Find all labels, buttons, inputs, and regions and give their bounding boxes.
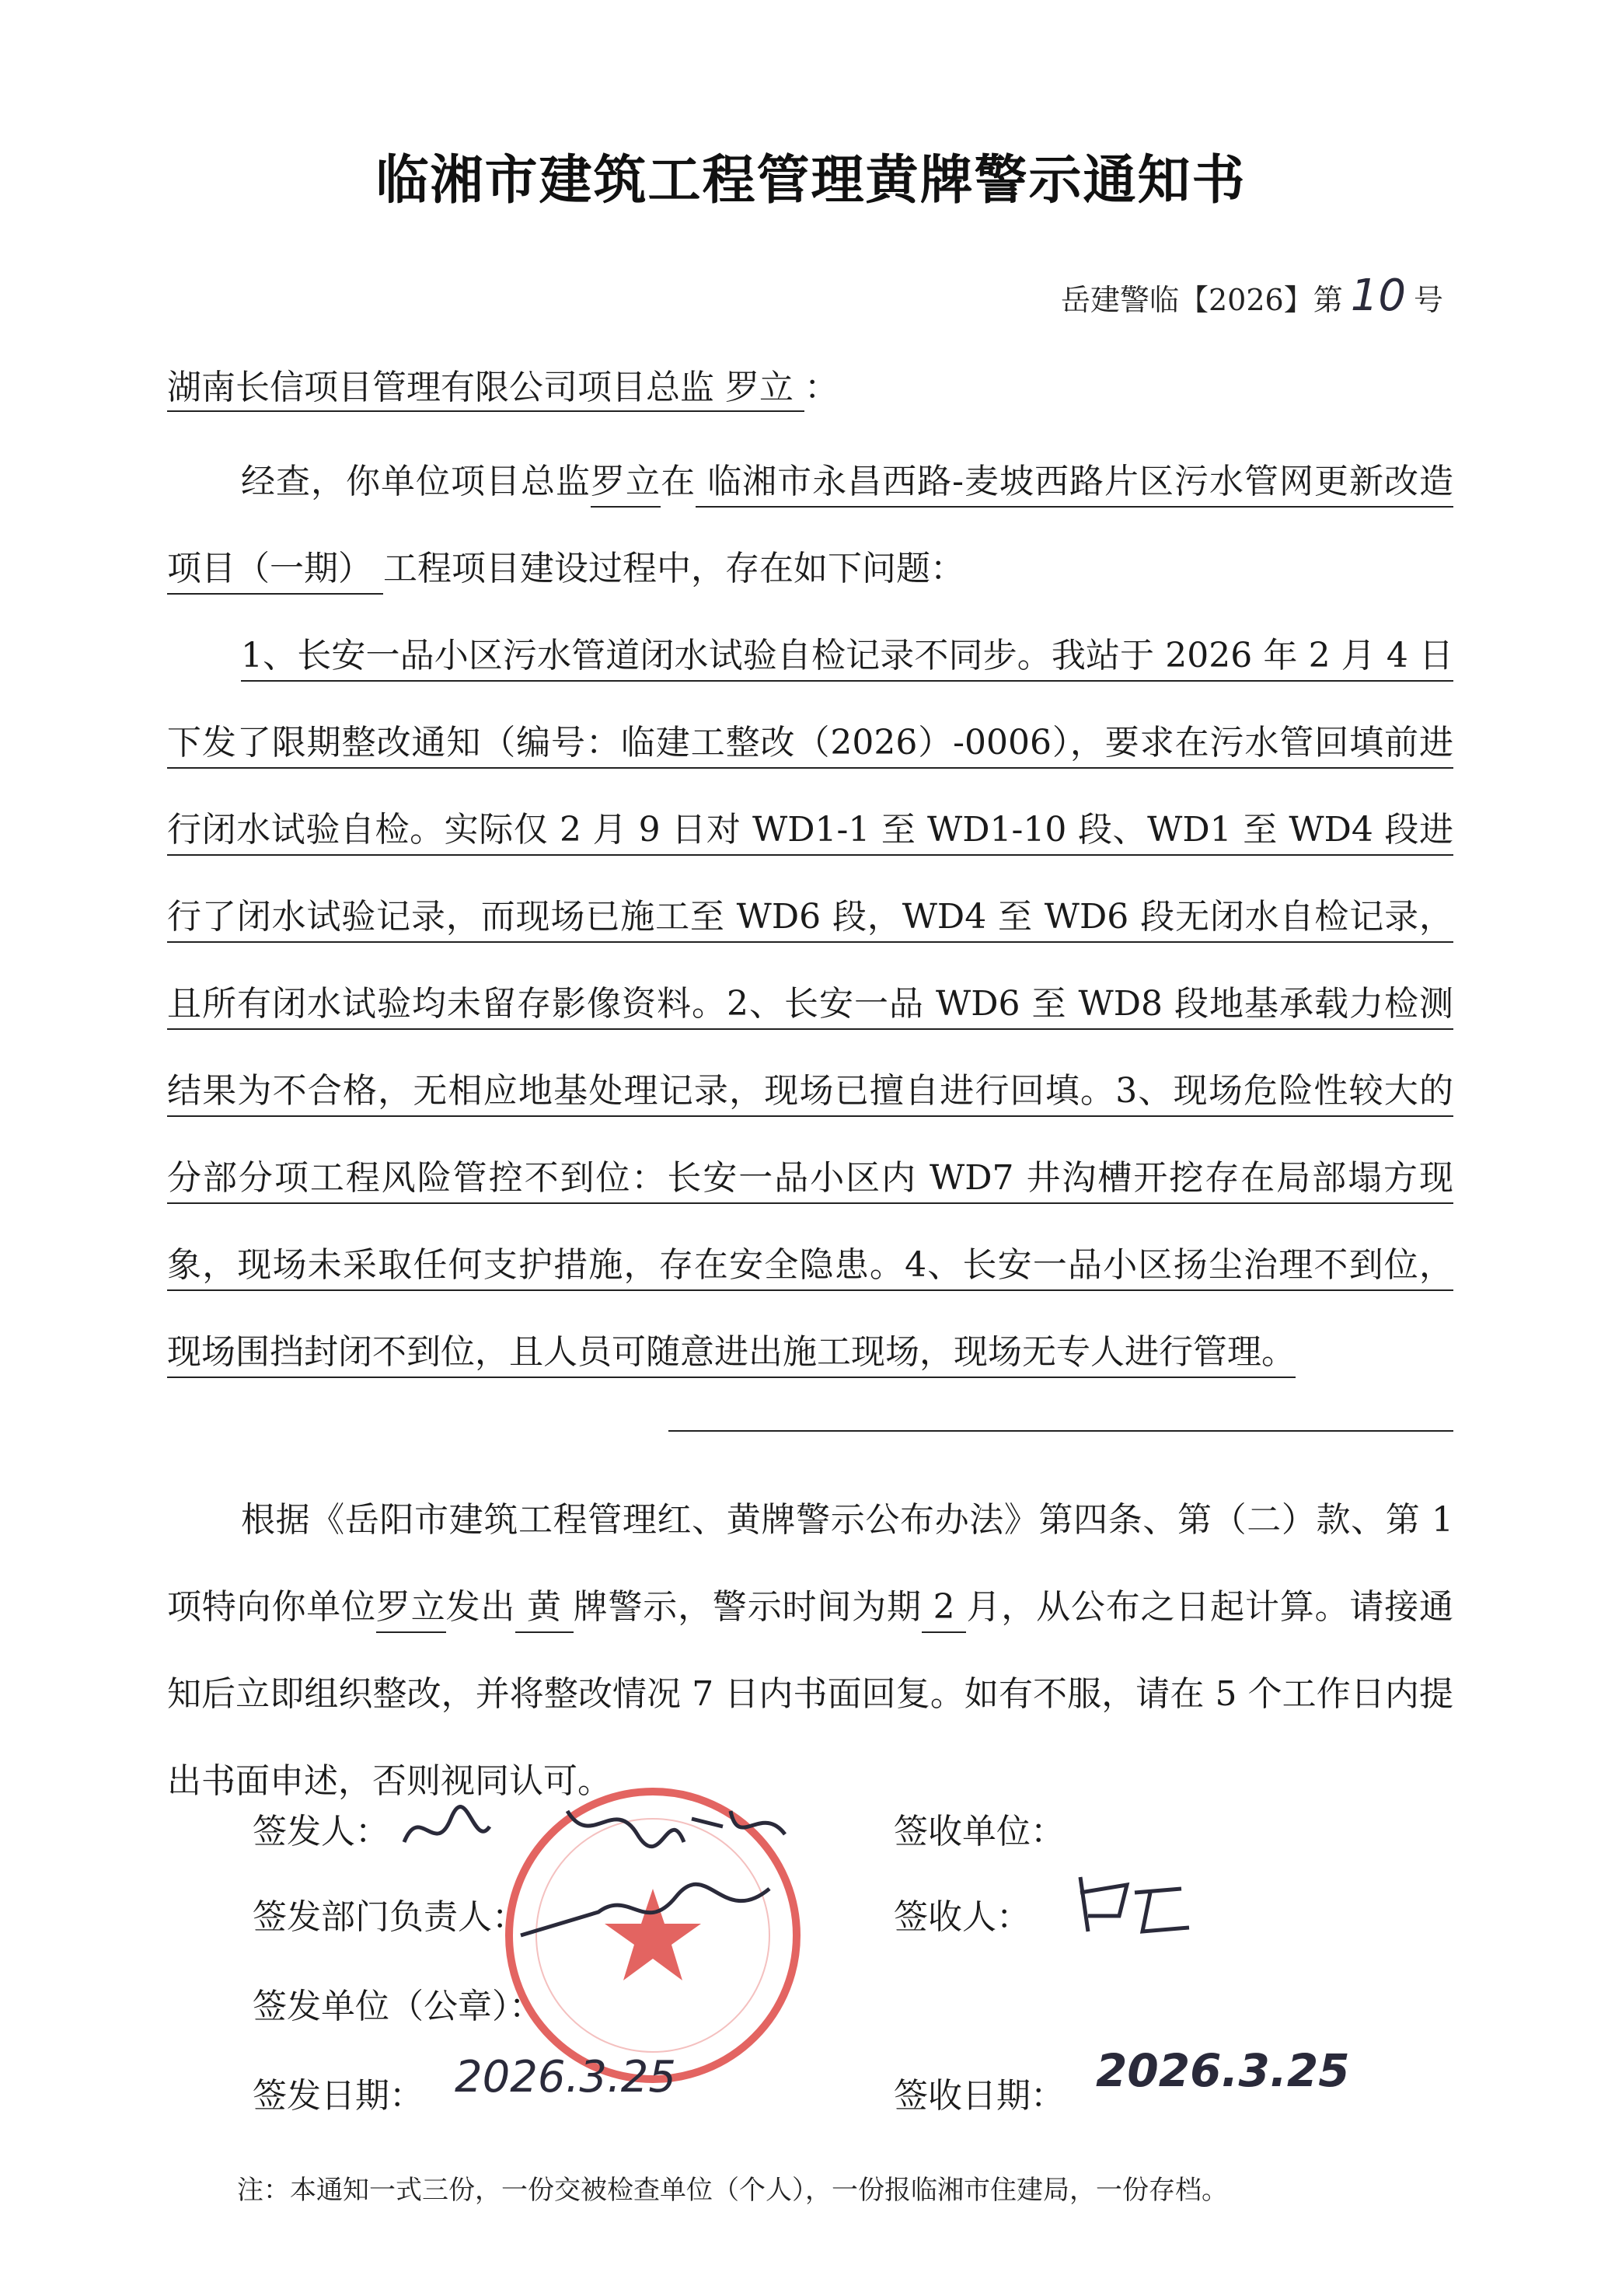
- receiver-label: 签收人：: [894, 1897, 1031, 1937]
- receiver-signature: [1065, 1862, 1205, 1955]
- issue-date-value: 2026.3.25: [455, 2052, 677, 2102]
- document-number: [1061, 270, 1443, 321]
- problems-paragraph: [167, 612, 1453, 1396]
- basis-paragraph: 根据《岳阳市建筑工程管理红、黄牌警示公布办法》第四条、第（二）款、第 1 项特向你单位罗立发出 黄 牌警示，警示时间为期 2 月，从公布之日起计算。请接通知后立即组织整改，并将整改情况 7 日内书面回复。如有不服，请在 5 个工作日内提出书面申述，否则视同认可。: [167, 1500, 1454, 1801]
- basis-person: 罗立: [376, 1587, 446, 1633]
- warning-period: 2: [922, 1587, 967, 1633]
- receiver-unit-label: 签收单位：: [894, 1812, 1065, 1851]
- dept-head-signature: [505, 1858, 785, 1959]
- document-title: 临湘市建筑工程管理黄牌警示通知书: [375, 150, 1247, 211]
- doc-number-prefix: 岳建警临【2026】第: [1061, 283, 1343, 317]
- receive-date-value: 2026.3.25: [1096, 2044, 1350, 2097]
- card-color: 黄: [515, 1587, 573, 1633]
- recipient-line: [167, 359, 839, 409]
- recipient-name: 湖南长信项目管理有限公司项目总监 罗立: [167, 368, 804, 412]
- recipient-colon: ：: [804, 368, 839, 407]
- problems-text: 1、长安一品小区污水管道闭水试验自检记录不同步。我站于 2026 年 2 月 4 日下发了限期整改通知（编号：临建工整改（2026）-0006），要求在污水管回填前进行闭水试验自检。实际仅 2 月 9 日对 WD1-1 至 WD1-10 段、WD1 至 WD4 段进行了闭水试验记录，而现场已施工至 WD6 段，WD4 至 WD6 段无闭水自检记录，且所有闭水试验均未留存影像资料。2、长安一品 WD6 至 WD8 段地基承载力检测结果为不合格，无相应地基处理记录，现场已擅自进行回填。3、现场危险性较大的分部分项工程风险管控不到位：长安一品小区内 WD7 井沟槽开挖存在局部塌方现象，现场未采取任何支护措施，存在安全隐患。4、长安一品小区扬尘治理不到位，现场围挡封闭不到位，且人员可随意进出施工现场，现场无专人进行管理。: [167, 636, 1453, 1378]
- issuer-label: 签发人：: [253, 1812, 389, 1851]
- intro-person: 罗立: [591, 462, 661, 508]
- fill-underline: [668, 1430, 1453, 1432]
- doc-number-suffix: 号: [1413, 283, 1443, 317]
- intro-paragraph: 经查，你单位项目总监罗立在 临湘市永昌西路-麦坡西路片区污水管网更新改造项目（一期） 工程项目建设过程中，存在如下问题：: [167, 438, 1453, 612]
- issue-date-label: 签发日期：: [253, 2076, 424, 2116]
- footnote: 注：本通知一式三份，一份交被检查单位（个人），一份报临湘市住建局，一份存档。: [237, 2175, 1228, 2206]
- intro-project: 临湘市永昌西路-麦坡西路片区污水管网更新改造项目（一期）: [167, 462, 1453, 595]
- receive-date-label: 签收日期：: [894, 2076, 1065, 2116]
- issuer-dept-label: 签发部门负责人：: [253, 1897, 526, 1937]
- doc-number-handwritten: 10: [1350, 270, 1406, 321]
- issuer-unit-label: 签发单位（公章）：: [253, 1987, 543, 2026]
